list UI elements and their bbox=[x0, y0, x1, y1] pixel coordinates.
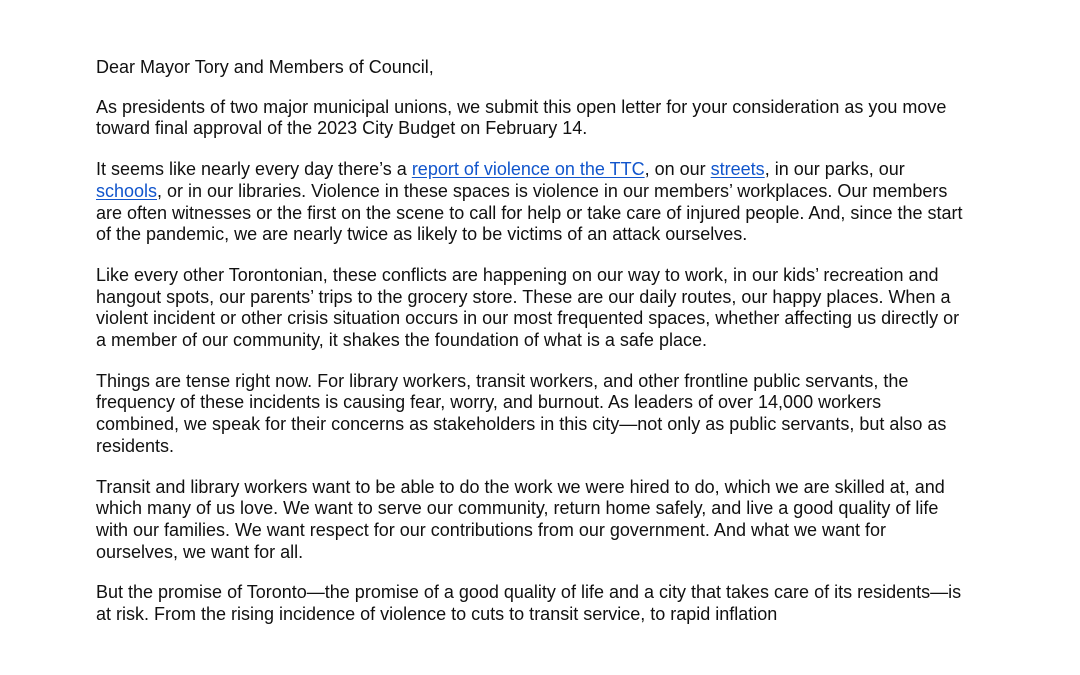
letter-body bbox=[96, 57, 966, 645]
torontonian-paragraph: Like every other Torontonian, these conflicts are happening on our way to work, in our kids’ recreation and hangout spots, our parents’ trips to the grocery store. These are our daily routes, our happy places. When a violent incident or other crisis situation occurs in our most frequented spaces, whether affecting us directly or a member of our community, it shakes the foundation of what is a safe place. bbox=[96, 264, 960, 351]
streets-link[interactable]: streets bbox=[710, 159, 765, 180]
violence-text-3: , in our parks, our bbox=[764, 159, 905, 180]
violence-text-2: , on our bbox=[644, 159, 711, 180]
violence-text-4: , or in our libraries. Violence in these spaces is violence in our members’ workplaces. Our members are often witnesses or the first on the scene to call for help or take care of injured people. And, since the start of the pandemic, we are nearly twice as likely to be victims of an attack ourselves. bbox=[96, 180, 963, 245]
intro-paragraph: As presidents of two major municipal unions, we submit this open letter for your consideration as you move toward final approval of the 2023 City Budget on February 14. bbox=[96, 96, 947, 139]
ttc-violence-link[interactable]: report of violence on the TTC bbox=[411, 159, 645, 180]
tense-paragraph: Things are tense right now. For library workers, transit workers, and other frontline public servants, the frequency of these incidents is causing fear, worry, and burnout. As leaders of over 14,000 workers combined, we speak for their concerns as stakeholders in this city—not only as public servants, but also as residents. bbox=[96, 370, 947, 456]
violence-paragraph bbox=[96, 159, 966, 246]
salutation: Dear Mayor Tory and Members of Council, bbox=[96, 57, 434, 77]
wants-paragraph: Transit and library workers want to be able to do the work we were hired to do, which we are skilled at, and which many of us love. We want to serve our community, return home safely, and live a good quality of life with our families. We want respect for our contributions from our government. And what we want for ourselves, we want for all. bbox=[96, 476, 945, 562]
promise-paragraph: But the promise of Toronto—the promise of a good quality of life and a city that takes care of its residents—is at risk. From the rising incidence of violence to cuts to transit service, to rapid inflation bbox=[96, 582, 962, 625]
schools-link[interactable]: schools bbox=[96, 180, 158, 201]
violence-text-1: It seems like nearly every day there’s a bbox=[96, 159, 412, 180]
